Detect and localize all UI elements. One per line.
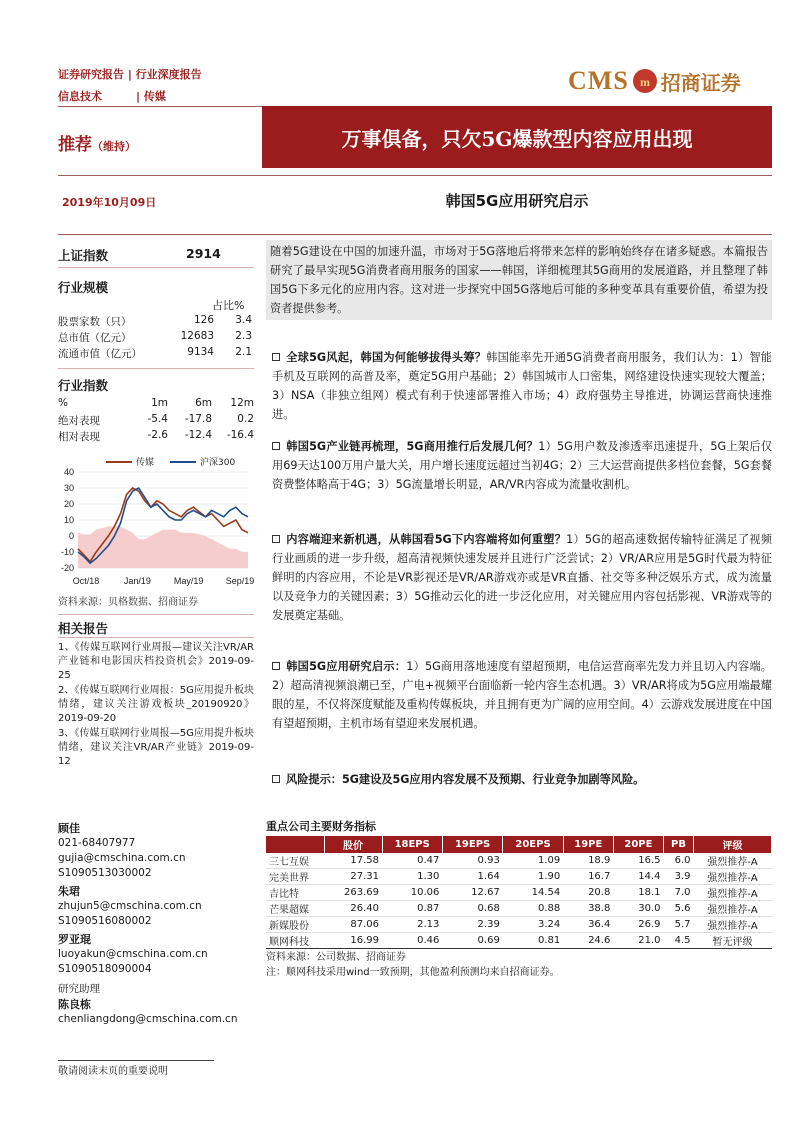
- report-type: 证券研究报告 | 行业深度报告: [58, 68, 202, 81]
- fin-company: 顺网科技: [269, 937, 309, 948]
- bullet-5: 风险提示：5G建设及5G应用内容发展不及预期、行业竞争加剧等风险。: [272, 770, 772, 789]
- chart-x-tick: May/19: [173, 576, 204, 586]
- fin-cell: 1.90: [537, 871, 561, 882]
- fin-header: 20PE: [613, 836, 663, 853]
- fin-cell: 强烈推荐-A: [707, 889, 758, 900]
- fin-cell: 2.39: [477, 919, 500, 930]
- fin-cell: 26.9: [638, 919, 661, 930]
- related-item[interactable]: 1、《传媒互联网行业周报—建议关注VR/AR产业链和电影国庆档投资机会》2019-09-25: [58, 642, 254, 681]
- fin-cell: 强烈推荐-A: [707, 905, 758, 916]
- summary-box: 随着5G建设在中国的加速升温，市场对于5G落地后将带来怎样的影响始终存在诸多疑惑。本篇报告研究了最早实现5G消费者商用服务的国家——韩国，详细梳理其5G商用的发展道路，并且整理了韩国5G下多元化的应用内容。这对进一步探究中国5G落地后可能的多种变革具有重要价值，希望为投资者提供参考。: [266, 240, 772, 320]
- perf-header: % 1m 6m 12m: [58, 397, 254, 409]
- perf-row: 相对表现 -2.6 -12.4 -16.4: [58, 429, 254, 443]
- perf-title: 行业指数: [58, 378, 109, 393]
- performance-chart: [58, 452, 254, 590]
- fin-title: 重点公司主要财务指标: [266, 820, 376, 833]
- fin-company: 新媒股份: [269, 921, 309, 932]
- fin-cell: 36.4: [588, 919, 611, 930]
- bullet-square-icon: [272, 662, 280, 670]
- fin-cell: 87.06: [350, 919, 379, 930]
- scale-row: 股票家数（只） 126 3.4: [58, 314, 252, 328]
- fin-cell: 强烈推荐-A: [707, 873, 758, 884]
- analysts: [58, 821, 254, 1027]
- footer-note: 敬请阅读末页的重要说明: [58, 1066, 168, 1077]
- title-band: [262, 106, 772, 168]
- assistant-email[interactable]: chenliangdong@cmschina.com.cn: [58, 1013, 238, 1025]
- analyst-phone: 021-68407977: [58, 837, 136, 849]
- fin-company: 完美世界: [269, 873, 309, 884]
- subtitle-rule: [58, 234, 772, 235]
- sector-label: 信息技术: [58, 90, 102, 103]
- chart-x-tick: Jan/19: [123, 576, 151, 586]
- fin-cell: 5.7: [674, 919, 691, 930]
- logo-cms-text: CMS: [568, 66, 629, 95]
- fin-header-row: [266, 836, 772, 853]
- perf-row: 绝对表现 -5.4 -17.8 0.2: [58, 413, 254, 427]
- fin-cell: 1.64: [477, 871, 500, 882]
- fin-cell: 0.87: [417, 903, 440, 914]
- fin-cell: 强烈推荐-A: [707, 921, 758, 932]
- financial-table: [266, 836, 772, 949]
- related-item[interactable]: 3、《传媒互联网行业周报—5G应用提升板块情绪，建议关注VR/AR产业链》2019-09-12: [58, 728, 254, 767]
- fin-cell: 18.9: [588, 855, 611, 866]
- fin-company: 芒果超媒: [269, 905, 309, 916]
- index-value: 2914: [186, 246, 221, 261]
- fin-cell: 16.5: [638, 855, 661, 866]
- fin-cell: 14.4: [638, 871, 661, 882]
- fin-header: PB: [664, 836, 694, 853]
- legend-csi300-label: 沪深300: [200, 458, 236, 468]
- fin-cell: 30.0: [638, 903, 661, 914]
- fin-cell: 0.93: [477, 855, 500, 866]
- chart-relative-area: [78, 526, 248, 568]
- bullet-square-icon: [272, 353, 280, 361]
- fin-cell: 27.31: [350, 871, 379, 882]
- logo-name-text: 招商证券: [660, 70, 741, 95]
- scale-row: 流通市值（亿元） 9134 2.1: [58, 346, 252, 360]
- bullet-1: 全球5G风起，韩国为何能够拔得头筹？韩国能率先开通5G消费者商用服务，我们认为：1）智能手机及互联网的高普及率，奠定5G用户基础；2）韩国城市人口密集，网络建设快速实现较大覆盖；3）NSA（非独立组网）模式有利于快速部署推入市场；4）政府强势主导推进，协调运营商快速推进。: [272, 351, 772, 421]
- fin-company: 三七互娱: [269, 857, 309, 868]
- chart-x-tick: Oct/18: [72, 576, 100, 586]
- title-rule: [58, 175, 772, 176]
- fin-cell: 0.68: [477, 903, 500, 914]
- logo-emblem-icon: [633, 69, 657, 93]
- report-date: 2019年10月09日: [62, 196, 157, 209]
- fin-cell: 0.69: [477, 935, 500, 946]
- fin-cell: 263.69: [344, 887, 379, 898]
- fin-cell: 12.67: [471, 887, 500, 898]
- analyst-email[interactable]: gujia@cmschina.com.cn: [58, 852, 186, 864]
- rule-2: [58, 368, 254, 369]
- fin-row: [266, 885, 772, 901]
- fin-cell: 0.81: [537, 935, 561, 946]
- scale-col-header: 占比%: [212, 299, 245, 312]
- bullet-4: 韩国5G应用研究启示：1）5G商用落地速度有望超预期，电信运营商率先发力并且切入内容端。2）超高清视频浪潮已至，广电+视频平台面临新一轮内容生态机遇。3）VR/AR将成为5G应用端最耀眼的星，不仅将深度赋能及重构传媒板块，并且拥有更为广阔的应用空间。4）云游戏发展进度在中国有望超预期，主机市场有望迎来发展机遇。: [272, 660, 772, 730]
- fin-cell: 0.88: [537, 903, 561, 914]
- fin-header: 19PE: [563, 836, 613, 853]
- fin-cell: 21.0: [638, 935, 661, 946]
- bullet-3: 内容端迎来新机遇，从韩国看5G下内容端将如何重塑？1）5G的超高速数据传输特征满足了视频行业画质的进一步升级，超高清视频快速发展并且进行广泛尝试；2）VR/AR应用是5G时代最为特征鲜明的内容应用，不论是VR影视还是VR/AR游戏亦或是VR直播、社交等多种泛娱乐方式，成为流量以及竞争力的关键因素；3）5G推动云化的进一步泛化应用，对关键应用内容包括影视、VR游戏等的发展奠定基础。: [272, 533, 773, 622]
- perf-table: [58, 397, 254, 445]
- fin-row: [266, 901, 772, 917]
- analyst-email[interactable]: luoyakun@cmschina.com.cn: [58, 948, 208, 960]
- fin-source: 资料来源：公司数据、招商证券: [266, 952, 406, 963]
- related-title: 相关报告: [58, 621, 109, 636]
- fin-cell: 16.99: [350, 935, 379, 946]
- scale-row: 总市值（亿元） 12683 2.3: [58, 330, 252, 344]
- subsector-label: | 传媒: [136, 90, 166, 103]
- fin-cell: 24.6: [588, 935, 611, 946]
- fin-cell: 4.5: [674, 935, 691, 946]
- scale-title: 行业规模: [58, 280, 109, 295]
- chart-y-tick: -10: [60, 547, 74, 557]
- rating: [58, 130, 136, 155]
- fin-cell: 1.30: [417, 871, 440, 882]
- chart-y-tick: 20: [63, 499, 74, 509]
- chart-x-tick: Sep/19: [225, 576, 254, 586]
- fin-cell: 10.06: [410, 887, 440, 898]
- analyst-cert: S1090516080002: [58, 915, 152, 927]
- fin-cell: 3.9: [674, 871, 691, 882]
- fin-cell: 18.1: [638, 887, 661, 898]
- chart-y-tick: 10: [63, 515, 74, 525]
- fin-cell: 16.7: [588, 871, 611, 882]
- bullet-square-icon: [272, 775, 280, 783]
- chart-y-tick: 30: [63, 483, 74, 493]
- bullet-square-icon: [272, 535, 280, 543]
- chart-y-tick: -20: [60, 563, 74, 573]
- bullet-2: 韩国5G产业链再梳理，5G商用推行后发展几何？1）5G用户数及渗透率迅速提升，5G上架后仅用69天达100万用户量大关，用户增长速度远超过当初4G；2）三大运营商提供多档位套餐，5G套餐资费整体略高于4G；3）5G流量增长明显，AR/VR内容成为流量收割机。: [272, 440, 773, 491]
- fin-header: 18EPS: [382, 836, 442, 853]
- fin-cell: 3.24: [537, 919, 561, 930]
- related-item[interactable]: 2、《传媒互联网行业周报：5G应用提升板块情绪，建议关注游戏板块_20190920》2019-09-20: [58, 685, 254, 724]
- chart-y-tick: 0: [68, 531, 74, 541]
- fin-cell: 7.0: [674, 887, 691, 898]
- fin-row: [266, 917, 772, 933]
- chart-source: 资料来源：贝格数据、招商证券: [58, 597, 198, 608]
- fin-cell: 1.09: [537, 855, 561, 866]
- bullet-square-icon: [272, 442, 280, 450]
- assistant-label: 研究助理: [58, 983, 100, 995]
- fin-cell: 强烈推荐-A: [707, 857, 758, 868]
- analyst-name: 顾佳: [58, 822, 80, 835]
- fin-cell: 暂无评级: [712, 937, 753, 948]
- fin-cell: 5.6: [674, 903, 691, 914]
- fin-row: [266, 933, 772, 949]
- fin-cell: 2.13: [417, 919, 440, 930]
- fin-cell: 14.54: [531, 887, 561, 898]
- rating-main: 推荐: [58, 135, 92, 155]
- fin-cell: 0.47: [417, 855, 440, 866]
- rating-sub: （维持）: [92, 140, 136, 153]
- analyst-cert: S1090518090004: [58, 963, 152, 975]
- analyst-email[interactable]: zhujun5@cmschina.com.cn: [58, 900, 202, 912]
- fin-header: 19EPS: [442, 836, 502, 853]
- fin-header: [266, 836, 324, 853]
- related-list: [58, 641, 254, 769]
- fin-row: [266, 853, 772, 869]
- fin-cell: 0.46: [417, 935, 440, 946]
- fin-header: 20EPS: [503, 836, 563, 853]
- chart-y-tick: 40: [63, 467, 74, 477]
- svg-text:m: m: [639, 75, 650, 89]
- analyst-name: 朱珺: [58, 885, 80, 898]
- index-label: 上证指数: [58, 248, 109, 263]
- rule-1: [58, 267, 254, 268]
- analyst-cert: S1090513030002: [58, 867, 152, 879]
- assistant-name: 陈良栋: [58, 998, 91, 1011]
- report-title: 万事俱备，只欠5G爆款型内容应用出现: [341, 126, 693, 151]
- fin-header: 股价: [324, 836, 382, 853]
- fin-cell: 6.0: [674, 855, 691, 866]
- fin-header: 评级: [694, 836, 772, 853]
- analyst-name: 罗亚琨: [58, 933, 91, 946]
- fin-row: [266, 869, 772, 885]
- fin-cell: 26.40: [350, 903, 379, 914]
- fin-note: 注：顺网科技采用wind一致预期，其他盈利预测均来自招商证券。: [266, 967, 560, 978]
- fin-cell: 20.8: [588, 887, 611, 898]
- scale-table: [58, 314, 254, 362]
- report-subtitle: 韩国5G应用研究启示: [445, 192, 589, 210]
- rule-3: [58, 614, 254, 615]
- fin-company: 吉比特: [269, 889, 299, 900]
- legend-media-label: 传媒: [136, 458, 155, 468]
- fin-cell: 17.58: [350, 855, 379, 866]
- cms-logo: [568, 66, 741, 96]
- rule-4: [58, 637, 254, 638]
- footer-rule: [58, 1060, 214, 1061]
- fin-cell: 38.8: [588, 903, 611, 914]
- fin-bottom-rule: [266, 948, 772, 949]
